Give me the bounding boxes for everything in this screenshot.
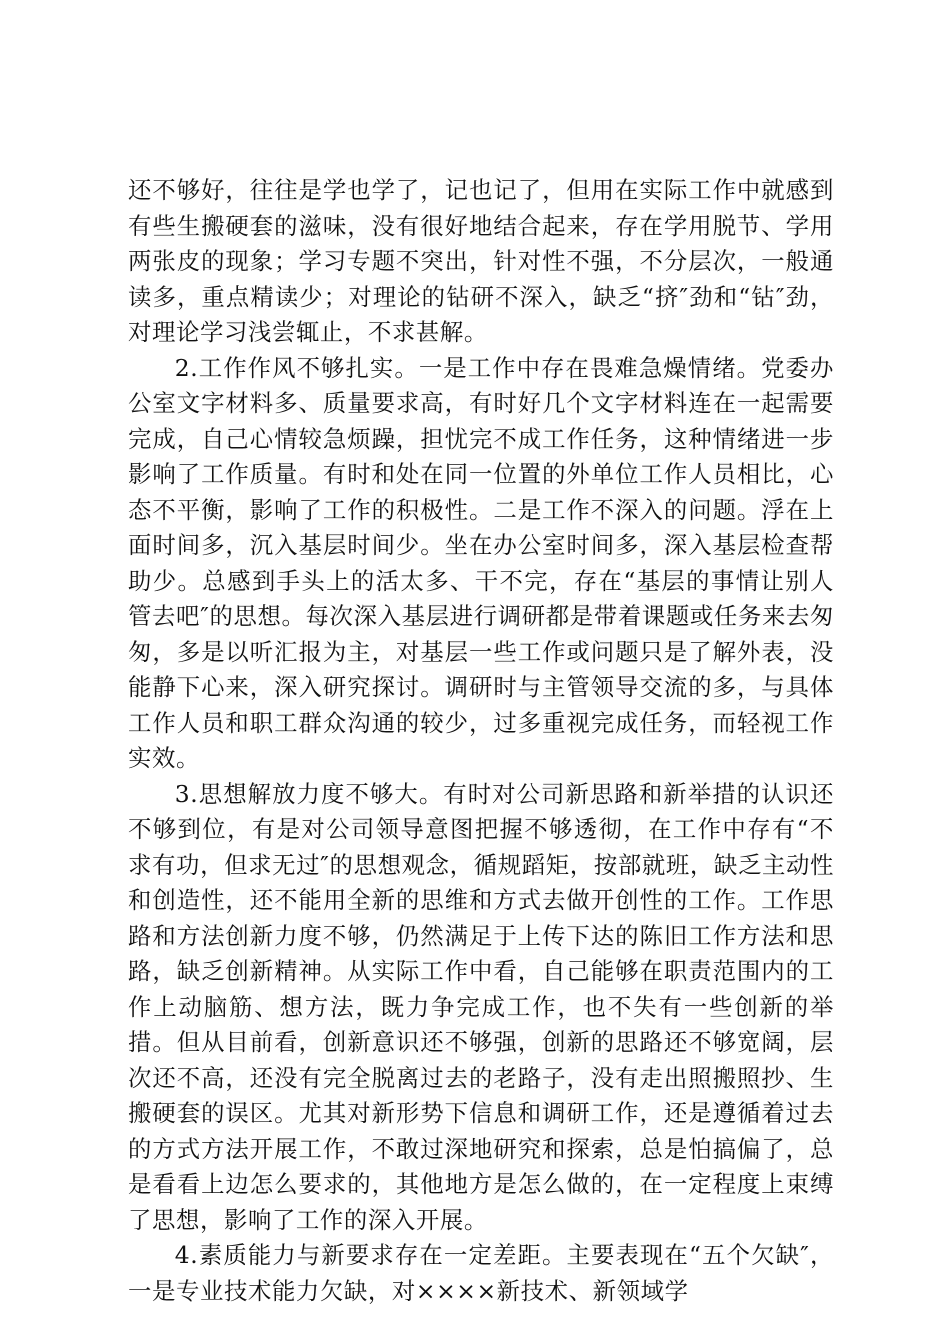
paragraph-ability-gap: 4.素质能力与新要求存在一定差距。主要表现在“五个欠缺″，一是专业技术能力欠缺，对××××新技术、新领域学 — [128, 1241, 834, 1305]
document-body — [128, 173, 834, 1309]
paragraph-thought-liberation: 3.思想解放力度不够大。有时对公司新思路和新举措的认识还不够到位，有是对公司领导意图把握不够透彻，在工作中存有“不求有功，但求无过″的思想观念，循规蹈矩，按部就班，缺乏主动性和创造性，还不能用全新的思维和方式去做开创性的工作。工作思路和方法创新力度不够，仍然满足于上传下达的陈旧工作方法和思路，缺乏创新精神。从实际工作中看，自己能够在职责范围内的工作上动脑筋、想方法，既力争完成工作，也不失有一些创新的举措。但从目前看，创新意识还不够强，创新的思路还不够宽阔，层次还不高，还没有完全脱离过去的老路子，没有走出照搬照抄、生搬硬套的误区。尤其对新形势下信息和调研工作，还是遵循着过去的方式方法开展工作，不敢过深地研究和探索，总是怕搞偏了，总是看看上边怎么要求的，其他地方是怎么做的，在一定程度上束缚了思想，影响了工作的深入开展。 — [128, 779, 834, 1234]
paragraph-study-gap: 还不够好，往往是学也学了，记也记了，但用在实际工作中就感到有些生搬硬套的滋味，没有很好地结合起来，存在学用脱节、学用两张皮的现象；学习专题不突出，针对性不强，不分层次，一般通读多，重点精读少；对理论的钻研不深入，缺乏“挤″劲和“钻″劲，对理论学习浅尝辄止，不求甚解。 — [128, 176, 834, 346]
paragraph-work-style: 2.工作作风不够扎实。一是工作中存在畏难急燥情绪。党委办公室文字材料多、质量要求高，有时好几个文字材料连在一起需要完成，自己心情较急烦躁，担忧完不成工作任务，这种情绪进一步影响了工作质量。有时和处在同一位置的外单位工作人员相比，心态不平衡，影响了工作的积极性。二是工作不深入的问题。浮在上面时间多，沉入基层时间少。坐在办公室时间多，深入基层检查帮助少。总感到手头上的活太多、干不完，存在“基层的事情让别人管去吧″的思想。每次深入基层进行调研都是带着课题或任务来去匆匆，多是以听汇报为主，对基层一些工作或问题只是了解外表，没能静下心来，深入研究探讨。调研时与主管领导交流的多，与具体工作人员和职工群众沟通的较少，过多重视完成任务，而轻视工作实效。 — [128, 353, 834, 772]
